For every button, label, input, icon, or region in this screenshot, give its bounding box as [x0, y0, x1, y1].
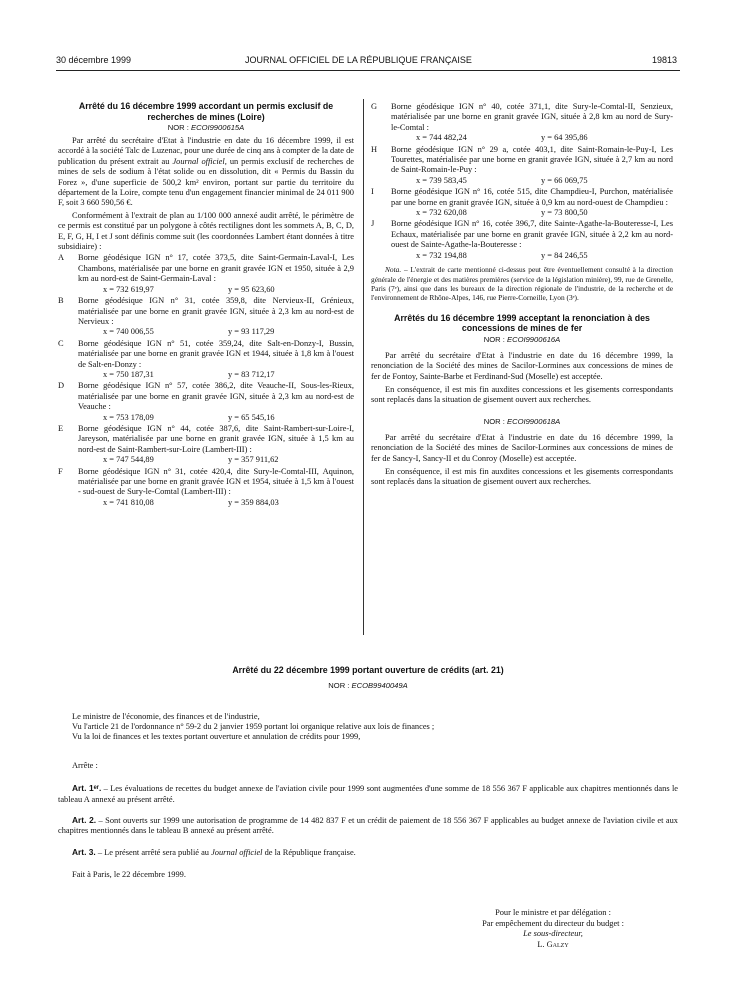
nor-code: ECOI9900615A [191, 123, 245, 132]
article-label: Art. 3. [72, 846, 96, 857]
arrete2-paragraph-2: En conséquence, il est mis fin auxdites concessions et les gisements correspondants sont replacés dans la situation de gisement ouvert aux recherches. [371, 384, 673, 405]
coord-y: y = 95 623,60 [228, 284, 275, 294]
signature-block [438, 908, 668, 950]
boundary-point-h [371, 145, 673, 187]
point-letter: E [58, 423, 64, 433]
nota-text: – L'extrait de carte mentionné ci-dessus peut être éventuellement consulté à la direction générale de l'énergie et des matières premières (service de la législation minière), 99, rue de Grenelle, Paris (7ᵉ), ainsi que dans les bureaux de la direction régionale de l'industrie, de la recherche et de l'environnement de Rhône-Alpes, 146, rue Pierre-Corneille, Lyon (3ᵉ). [371, 265, 673, 303]
article-1 [58, 783, 678, 805]
points-list-left [58, 253, 354, 508]
point-letter: A [58, 253, 65, 263]
nor-label: NOR : [483, 334, 505, 344]
article-2 [58, 815, 678, 837]
intro-minister: Le ministre de l'économie, des finances et de l'industrie, [72, 711, 260, 721]
intro-vu-ordonnance: Vu l'article 21 de l'ordonnance n° 59-2 du 2 janvier 1959 portant loi organique relative aux lois de finances ; [72, 721, 435, 731]
point-coordinates [78, 327, 354, 337]
nor-code: ECOB9940049A [351, 680, 408, 690]
arrete2-title: Arrêtés du 16 décembre 1999 acceptant la renonciation à des concessions de mines de fer [394, 312, 650, 334]
coord-x: x = 732 620,08 [416, 208, 467, 218]
point-description: Borne géodésique IGN n° 16, cotée 396,7, dite Sainte-Agathe-la-Bouteresse-I, Les Echaux, matérialisée par une borne en granit gravée IGN, située à 2,2 km au nord-ouest de Sainte-Agathe-la-Bouteresse : [391, 219, 673, 250]
arrete1-title: Arrêté du 16 décembre 1999 accordant un permis exclusif de recherches de mines (Loire) [78, 101, 334, 122]
coord-x: x = 744 482,24 [416, 133, 467, 143]
header-date: 30 décembre 1999 [56, 55, 132, 65]
coord-y: y = 357 911,62 [228, 455, 279, 465]
article-label: Art. 2. [72, 814, 97, 825]
point-letter: H [371, 144, 378, 154]
boundary-point-c [58, 339, 354, 381]
boundary-point-b [58, 296, 354, 338]
page-number: 19813 [652, 55, 678, 65]
coord-x: x = 732 194,88 [416, 250, 467, 260]
intro-vu-loi: Vu la loi de finances et les textes portant ouverture et annulation de crédits pour 1999, [72, 732, 361, 742]
signature-name: L. Galzy [537, 939, 569, 949]
para-text: Par arrêté du secrétaire d'Etat à l'industrie en date du 16 décembre 1999, il est accordé à la société Talc de Luzenac, pour une durée de cinq ans à compter de la date de publication du présent extrait au [58, 136, 354, 166]
boundary-point-f [58, 467, 354, 509]
point-coordinates [391, 133, 673, 143]
coord-x: x = 747 544,89 [103, 455, 154, 465]
point-coordinates [78, 370, 354, 380]
point-letter: D [58, 381, 65, 391]
coord-x: x = 750 187,31 [103, 369, 154, 379]
article-text: – Les évaluations de recettes du budget annexe de l'aviation civile pour 1999 sont augmentées d'une somme de 18 556 367 F applicable aux chapitres mentionnés dans le tableau A annexé au présent arrêté. [58, 784, 678, 804]
coord-y: y = 66 069,75 [541, 175, 588, 185]
boundary-point-e [58, 424, 354, 466]
nor-label: NOR : [328, 680, 350, 690]
arrete2-nor-2 [371, 416, 673, 428]
point-coordinates [78, 285, 354, 295]
article-3 [58, 847, 678, 858]
coord-y: y = 84 246,55 [541, 250, 588, 260]
point-description: Borne géodésique IGN n° 16, cotée 515, dite Champdieu-I, Purchon, matérialisée par une borne en granit gravée IGN, située à 0,9 km au nord-ouest de Champdieu : [391, 187, 673, 207]
nor-label: NOR : [167, 123, 189, 132]
journal-title: JOURNAL OFFICIEL DE LA RÉPUBLIQUE FRANÇAISE [245, 55, 472, 65]
coord-x: x = 732 619,97 [103, 284, 154, 294]
coord-x: x = 739 583,45 [416, 175, 467, 185]
header-rule [56, 70, 680, 71]
nota-note [371, 265, 673, 303]
nor-label: NOR : [483, 416, 505, 426]
nor-code: ECOI9900616A [507, 334, 561, 344]
coord-x: x = 740 006,55 [103, 327, 154, 337]
column-divider [363, 99, 364, 635]
point-description: Borne géodésique IGN n° 31, cotée 420,4, dite Sury-le-Comtal-III, Aquinon, matérialisée par une borne en granit gravée IGN et 1954, située à 1,5 km à l'ouest - sud-ouest de Sury-le-Comtal (Lambert-III) : [78, 466, 354, 497]
full-width-section [58, 665, 678, 881]
arrete3-nor [58, 680, 678, 692]
article-text: de la République française. [264, 847, 356, 857]
coord-y: y = 65 545,16 [228, 412, 275, 422]
nor-code: ECOI9900618A [507, 416, 561, 426]
boundary-point-j [371, 219, 673, 261]
article-label: Art. 1ᵉʳ. [72, 783, 102, 794]
arrete2-paragraph-3: Par arrêté du secrétaire d'Etat à l'industrie en date du 16 décembre 1999, la renonciation de la Société des mines de Sacilor-Lormines aux concessions de mines de fer de Sancy-I, Sancy-II et du Conroy (Moselle) est acceptée. [371, 432, 673, 463]
arrete1-nor [58, 122, 354, 134]
arrete-label: Arrête : [72, 760, 98, 770]
journal-officiel-italic: Journal officiel, [172, 156, 227, 166]
point-letter: B [58, 296, 64, 306]
signature-line-3: Le sous-directeur, [523, 929, 583, 938]
coord-x: x = 753 178,09 [103, 412, 154, 422]
point-description: Borne géodésique IGN n° 44, cotée 387,6, dite Saint-Rambert-sur-Loire-I, Jareyson, matérialisée par une borne en granit gravée IGN, située à 1,5 km au nord-est de Saint-Rambert-sur-Loire (Lambert-III) : [78, 423, 354, 454]
coord-y: y = 83 712,17 [228, 369, 275, 379]
article-text: – Le présent arrêté sera publié au [97, 847, 209, 857]
coord-y: y = 73 800,50 [541, 208, 588, 218]
nota-label: Nota. [385, 265, 402, 275]
point-coordinates [391, 251, 673, 261]
signature-line-1: Pour le ministre et par délégation : [495, 908, 611, 917]
point-letter: G [371, 102, 378, 111]
coord-y: y = 359 884,03 [228, 497, 279, 507]
coord-x: x = 741 810,08 [103, 497, 154, 507]
left-column [58, 101, 354, 508]
points-list-right [371, 102, 673, 261]
point-coordinates [78, 455, 354, 465]
point-letter: C [58, 338, 64, 348]
article-text: – Sont ouverts sur 1999 une autorisation de programme de 14 482 837 F et un crédit de paiement de 18 556 367 F applicables au budget annexe de l'aviation civile et aux chapitres mentionnés dans le tableau B annexé au présent arrêté. [58, 815, 678, 836]
point-coordinates [391, 176, 673, 186]
coord-y: y = 64 395,86 [541, 133, 588, 143]
point-description: Borne géodésique IGN n° 40, cotée 371,1, dite Sury-le-Comtal-II, Senzieux, matérialisée par une borne en granit gravée IGN, située à 2,8 km au nord de Sury-le-Comtal : [391, 102, 673, 132]
arrete3-title: Arrêté du 22 décembre 1999 portant ouverture de crédits (art. 21) [232, 665, 504, 675]
point-description: Borne géodésique IGN n° 29 a, cotée 403,1, dite Saint-Romain-le-Puy-I, Les Tourettes, matérialisée par une borne en granit gravée IGN, située à 2,7 km au nord de Saint-Romain-le-Puy : [391, 144, 673, 175]
point-description: Borne géodésique IGN n° 17, cotée 373,5, dite Saint-Germain-Laval-I, Les Chambons, matérialisée par une borne en granit gravée IGN et 1950, située à 2,9 km au nord-est de Saint-Germain-Laval : [78, 253, 354, 284]
point-coordinates [391, 208, 673, 218]
point-description: Borne géodésique IGN n° 57, cotée 386,2, dite Veauche-II, Sous-les-Rieux, matérialisée par une borne en granit gravée IGN, située à 2,3 km au nord-est de Veauche : [78, 381, 354, 412]
point-description: Borne géodésique IGN n° 31, cotée 359,8, dite Nervieux-II, Grénieux, matérialisée par une borne en granit gravée IGN, située à 2,3 km au nord-est de Nervieux : [78, 296, 354, 326]
point-coordinates [78, 413, 354, 423]
boundary-point-g [371, 102, 673, 144]
coord-y: y = 93 117,29 [228, 327, 275, 337]
done-at-paris: Fait à Paris, le 22 décembre 1999. [72, 870, 186, 880]
para-text: un permis exclusif de recherches de mines de sels de sodium à l'état solide ou en dissolution, dit « Permis du Bassin du Forez », d'une superficie de 500,2 km² environ, portant sur partie du territoire du département de la Loire, compte tenu d'un engagement financier minimal de 24 011 900 F, soit 3 660 590,56 €. [58, 156, 354, 208]
arrete2-paragraph-4: En conséquence, il est mis fin auxdites concessions et les gisements correspondants sont replacés dans la situation de gisement ouvert aux recherches. [371, 466, 673, 487]
arrete1-paragraph-2: Conformément à l'extrait de plan au 1/100 000 annexé audit arrêté, le périmètre de ce permis est constitué par un polygone à côtés rectilignes dont les sommets A, B, C, D, E, F, G, H, I et J sont définis comme suit (les coordonnées Lambert étant données à titre subsidiaire) : [58, 210, 354, 252]
right-column [371, 101, 673, 488]
point-letter: J [371, 219, 375, 229]
arrete1-paragraph-1 [58, 136, 354, 209]
arrete2-nor-1 [371, 334, 673, 346]
journal-officiel-italic: Journal officiel [211, 847, 263, 857]
point-coordinates [78, 498, 354, 508]
boundary-point-i [371, 187, 673, 218]
boundary-point-d [58, 381, 354, 423]
signature-line-2: Par empêchement du directeur du budget : [482, 918, 624, 928]
point-description: Borne géodésique IGN n° 51, cotée 359,24, dite Salt-en-Donzy-I, Bussin, matérialisée par une borne en granit gravée IGN et 1944, située à 1,8 km à l'ouest de Salt-en-Donzy : [78, 338, 354, 369]
point-letter: I [371, 187, 374, 197]
arrete2-paragraph-1: Par arrêté du secrétaire d'Etat à l'industrie en date du 16 décembre 1999, la renonciation de la Société des mines de Sacilor-Lormines aux concessions de mines de fer de Fontoy, Sainte-Barbe et Ferdinand-Sud (Moselle) est acceptée. [371, 350, 673, 381]
boundary-point-a [58, 253, 354, 295]
point-letter: F [58, 466, 63, 476]
